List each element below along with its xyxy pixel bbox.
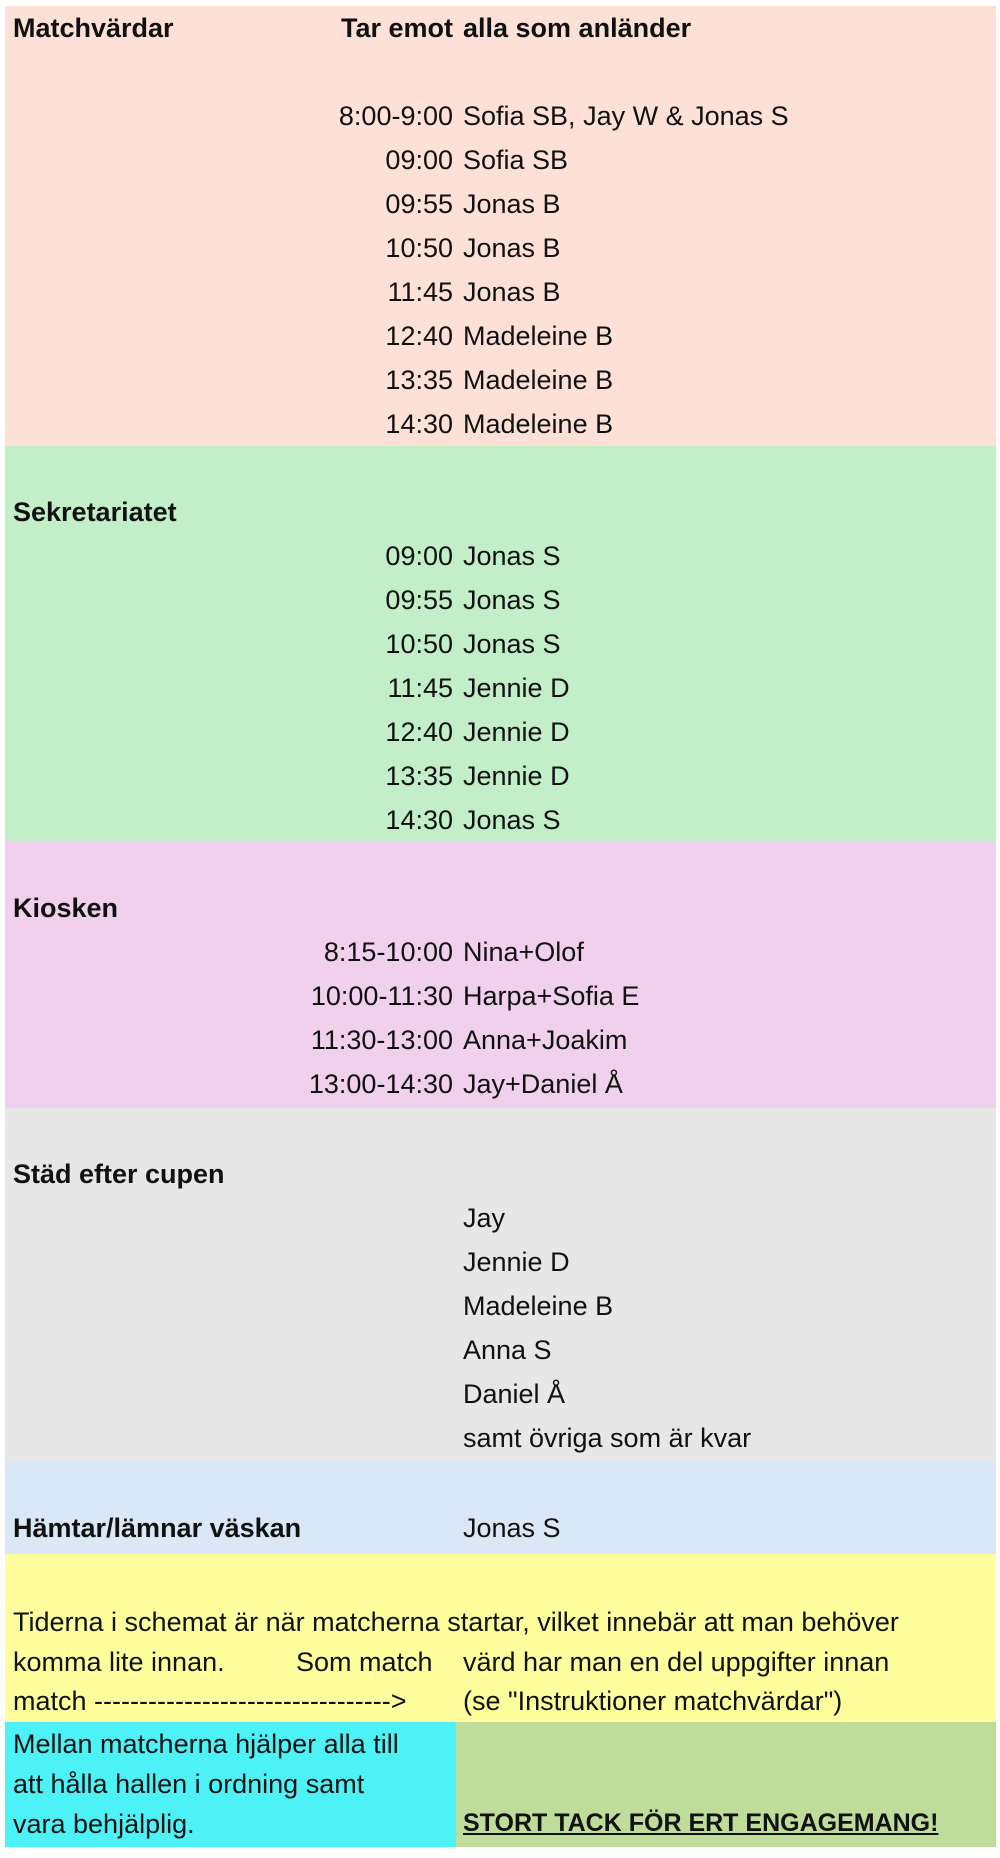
kiosken-name: Anna+Joakim bbox=[463, 1025, 628, 1055]
sekretariatet-time: 12:40 bbox=[385, 717, 453, 747]
matchvardar-name: Sofia SB, Jay W & Jonas S bbox=[463, 101, 789, 131]
sekretariatet-time: 09:00 bbox=[385, 541, 453, 571]
mellan-line-1: Mellan matcherna hjälper alla till bbox=[13, 1729, 399, 1759]
notes-line-3-right: (se "Instruktioner matchvärdar") bbox=[463, 1686, 843, 1716]
blank-row bbox=[5, 50, 996, 94]
vaskan-section bbox=[5, 1462, 996, 1554]
blank-row bbox=[5, 842, 996, 886]
mellan-matcherna-cell bbox=[5, 1722, 456, 1847]
matchvardar-rows bbox=[5, 94, 996, 446]
header-row bbox=[5, 6, 996, 50]
kiosken-time: 13:00-14:30 bbox=[308, 1069, 453, 1099]
alla-som-anlander-heading: alla som anländer bbox=[463, 13, 692, 43]
sekretariatet-rows bbox=[5, 534, 996, 842]
matchvardar-time: 12:40 bbox=[385, 321, 453, 351]
matchvardar-section bbox=[5, 6, 996, 446]
notes-line-2-mid: Som match bbox=[296, 1647, 433, 1677]
stad-name: Madeleine B bbox=[463, 1291, 614, 1321]
stad-rows bbox=[5, 1196, 996, 1460]
kiosken-time: 8:15-10:00 bbox=[323, 937, 453, 967]
section-title-row bbox=[5, 886, 996, 930]
notes-line-2-left: komma lite innan. bbox=[13, 1647, 225, 1677]
matchvardar-name: Jonas B bbox=[463, 233, 561, 263]
blank-row bbox=[5, 1108, 996, 1152]
matchvardar-time: 09:00 bbox=[385, 145, 453, 175]
notes-line-1: Tiderna i schemat är när matcherna startar, vilket innebär att man behöver bbox=[13, 1607, 899, 1637]
stad-row bbox=[5, 1416, 996, 1460]
matchvardar-row bbox=[5, 314, 996, 358]
sekretariatet-time: 14:30 bbox=[385, 805, 453, 835]
kiosken-name: Harpa+Sofia E bbox=[463, 981, 640, 1011]
stad-row bbox=[5, 1284, 996, 1328]
matchvardar-row bbox=[5, 270, 996, 314]
sekretariatet-name: Jennie D bbox=[463, 717, 570, 747]
matchvardar-time: 11:45 bbox=[387, 277, 453, 307]
kiosken-section bbox=[5, 842, 996, 1108]
matchvardar-name: Jonas B bbox=[463, 189, 561, 219]
sekretariatet-name: Jennie D bbox=[463, 761, 570, 791]
sekretariatet-row bbox=[5, 798, 996, 842]
stad-row bbox=[5, 1240, 996, 1284]
tar-emot-heading: Tar emot bbox=[340, 13, 453, 43]
section-title-row bbox=[5, 490, 996, 534]
kiosken-rows bbox=[5, 930, 996, 1106]
sekretariatet-name: Jonas S bbox=[463, 629, 561, 659]
kiosken-time: 11:30-13:00 bbox=[310, 1025, 453, 1055]
sekretariatet-row bbox=[5, 578, 996, 622]
sekretariatet-time: 13:35 bbox=[385, 761, 453, 791]
mellan-line-2: att hålla hallen i ordning samt bbox=[13, 1769, 365, 1799]
kiosken-name: Jay+Daniel Å bbox=[463, 1069, 623, 1099]
sekretariatet-time: 10:50 bbox=[385, 629, 453, 659]
matchvardar-time: 14:30 bbox=[385, 409, 453, 439]
sekretariatet-row bbox=[5, 710, 996, 754]
sekretariatet-time: 09:55 bbox=[385, 585, 453, 615]
section-title-row bbox=[5, 1152, 996, 1196]
kiosken-row bbox=[5, 1062, 996, 1106]
matchvardar-row bbox=[5, 402, 996, 446]
sekretariatet-row bbox=[5, 622, 996, 666]
stad-section bbox=[5, 1108, 996, 1462]
kiosken-row bbox=[5, 930, 996, 974]
notes-line-2-right: värd har man en del uppgifter innan bbox=[463, 1647, 890, 1677]
blank-row bbox=[5, 446, 996, 490]
matchvardar-name: Madeleine B bbox=[463, 409, 614, 439]
notes-section bbox=[5, 1554, 996, 1722]
stad-row bbox=[5, 1328, 996, 1372]
thanks-text: STORT TACK FÖR ERT ENGAGEMANG! bbox=[463, 1809, 939, 1837]
sekretariatet-heading: Sekretariatet bbox=[13, 497, 177, 527]
kiosken-time: 10:00-11:30 bbox=[310, 981, 453, 1011]
vaskan-heading: Hämtar/lämnar väskan bbox=[13, 1513, 302, 1543]
matchvardar-row bbox=[5, 94, 996, 138]
kiosken-row bbox=[5, 1018, 996, 1062]
vaskan-row bbox=[5, 1506, 996, 1550]
matchvardar-heading: Matchvärdar bbox=[13, 13, 174, 43]
stad-heading: Städ efter cupen bbox=[13, 1159, 225, 1189]
matchvardar-name: Madeleine B bbox=[463, 321, 614, 351]
sekretariatet-name: Jennie D bbox=[463, 673, 570, 703]
kiosken-row bbox=[5, 974, 996, 1018]
stad-name: samt övriga som är kvar bbox=[463, 1423, 752, 1453]
matchvardar-time: 09:55 bbox=[385, 189, 453, 219]
stad-name: Daniel Å bbox=[463, 1379, 566, 1409]
stad-row bbox=[5, 1196, 996, 1240]
sekretariatet-row bbox=[5, 666, 996, 710]
matchvardar-time: 8:00-9:00 bbox=[338, 101, 453, 131]
kiosken-name: Nina+Olof bbox=[463, 937, 584, 967]
sekretariatet-section bbox=[5, 446, 996, 842]
matchvardar-row bbox=[5, 358, 996, 402]
matchvardar-name: Madeleine B bbox=[463, 365, 614, 395]
matchvardar-time: 13:35 bbox=[385, 365, 453, 395]
stad-name: Anna S bbox=[463, 1335, 552, 1365]
mellan-line-3: vara behjälplig. bbox=[13, 1809, 195, 1839]
matchvardar-row bbox=[5, 226, 996, 270]
matchvardar-name: Sofia SB bbox=[463, 145, 569, 175]
stad-name: Jay bbox=[463, 1203, 506, 1233]
matchvardar-time: 10:50 bbox=[385, 233, 453, 263]
thanks-cell bbox=[456, 1722, 996, 1847]
sekretariatet-name: Jonas S bbox=[463, 541, 561, 571]
matchvardar-row bbox=[5, 138, 996, 182]
vaskan-name: Jonas S bbox=[463, 1513, 561, 1543]
notes-line-3-left: match ---------------------------------> bbox=[13, 1686, 407, 1716]
matchvardar-name: Jonas B bbox=[463, 277, 561, 307]
sekretariatet-time: 11:45 bbox=[387, 673, 453, 703]
kiosken-heading: Kiosken bbox=[13, 893, 119, 923]
sekretariatet-name: Jonas S bbox=[463, 805, 561, 835]
sekretariatet-row bbox=[5, 534, 996, 578]
sekretariatet-row bbox=[5, 754, 996, 798]
stad-name: Jennie D bbox=[463, 1247, 570, 1277]
blank-row bbox=[5, 1462, 996, 1506]
stad-row bbox=[5, 1372, 996, 1416]
matchvardar-row bbox=[5, 182, 996, 226]
sekretariatet-name: Jonas S bbox=[463, 585, 561, 615]
